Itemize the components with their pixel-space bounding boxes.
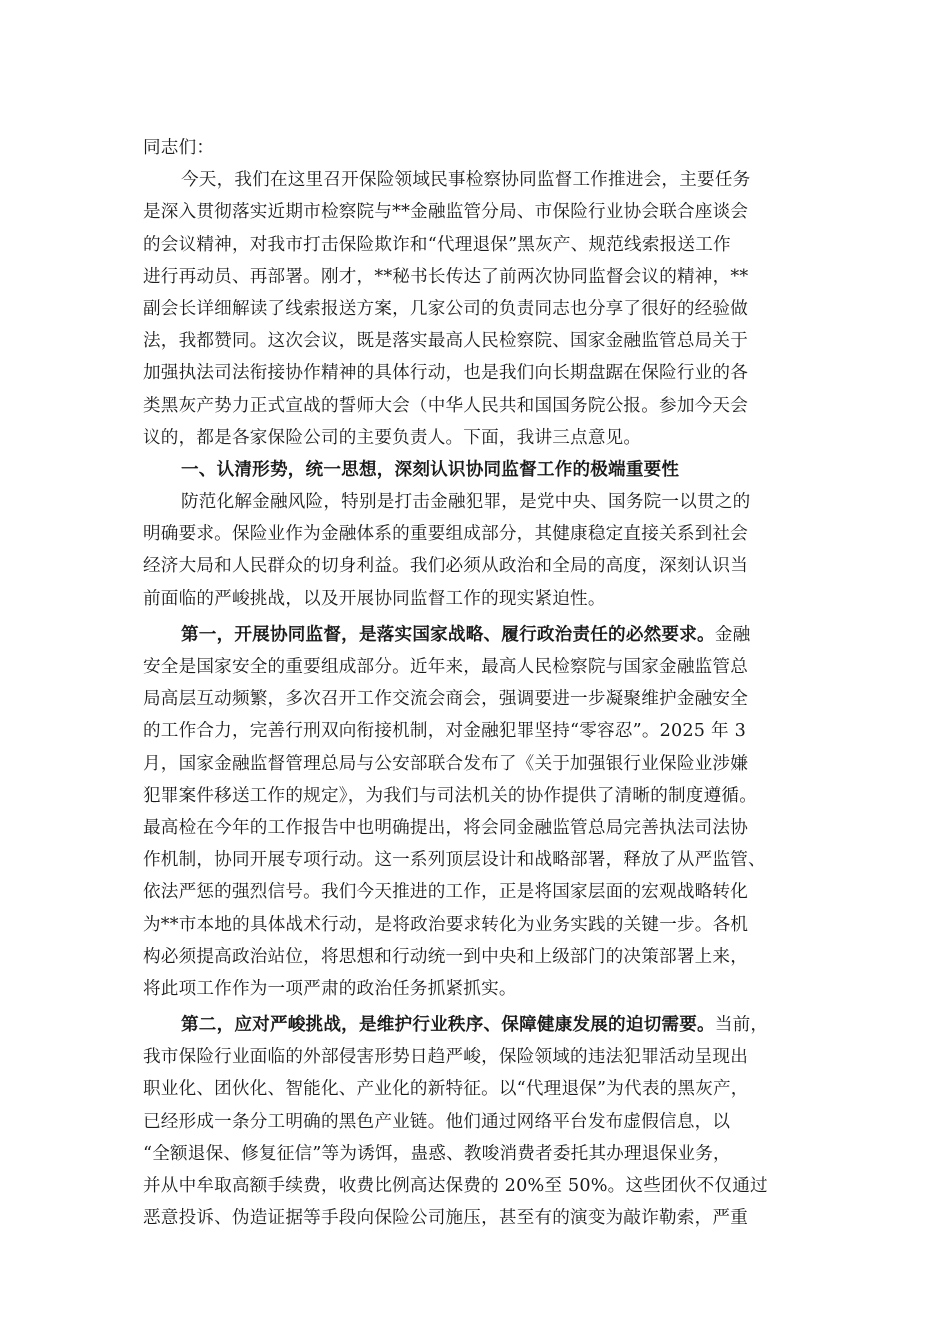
paragraph-point-one	[143, 619, 813, 1005]
point-lead-rest: 金融	[714, 624, 751, 645]
text-line: 是深入贯彻落实近期市检察院与**金融监管分局、市保险行业协会联合座谈会	[143, 202, 749, 223]
text-line: 最高检在今年的工作报告中也明确提出，将会同金融监管总局完善执法司法协	[143, 817, 748, 838]
text-line	[143, 1009, 813, 1041]
text-line: 议的，都是各家保险公司的主要负责人。下面，我讲三点意见。	[143, 427, 642, 448]
paragraph-intro	[143, 164, 813, 454]
text-line: 局高层互动频繁，多次召开工作交流会商会，强调要进一步凝聚维护金融安全	[143, 689, 748, 710]
text-line: 我市保险行业面临的外部侵害形势日趋严峻，保险领域的违法犯罪活动呈现出	[143, 1047, 748, 1068]
text-line: 并从中牟取高额手续费，收费比例高达保费的 20%至 50%。这些团伙不仅通过	[143, 1176, 768, 1196]
document-body	[143, 132, 813, 1234]
section-heading: 一、认清形势，统一思想，深刻认识协同监督工作的极端重要性	[181, 458, 680, 480]
text-line: 副会长详细解读了线索报送方案，几家公司的负责同志也分享了很好的经验做	[143, 298, 748, 319]
text-line: 构必须提高政治站位，将思想和行动统一到中央和上级部门的决策部署上来，	[143, 946, 748, 967]
text-line: 进行再动员、再部署。刚才，**秘书长传达了前两次协同监督会议的精神，**	[143, 266, 749, 287]
text-line: 明确要求。保险业作为金融体系的重要组成部分，其健康稳定直接关系到社会	[143, 524, 748, 545]
text-line: 前面临的严峻挑战，以及开展协同监督工作的现实紧迫性。	[143, 588, 606, 609]
text-line: 的工作合力，完善行刑双向衔接机制，对金融犯罪坚持“零容忍”。2025 年 3	[143, 721, 746, 742]
text-line: 经济大局和人民群众的切身利益。我们必须从政治和全局的高度，深刻认识当	[143, 556, 748, 577]
text-line: 将此项工作作为一项严肃的政治任务抓紧抓实。	[143, 978, 517, 999]
paragraph-point-two	[143, 1009, 813, 1234]
point-lead: 第二，应对严峻挑战，是维护行业秩序、保障健康发展的迫切需要。	[181, 1014, 715, 1036]
text-line: 依法严惩的强烈信号。我们今天推进的工作，正是将国家层面的宏观战略转化	[143, 882, 748, 903]
text-line: 防范化解金融风险，特别是打击金融犯罪，是党中央、国务院一以贯之的	[181, 492, 751, 513]
text-line: 恶意投诉、伪造证据等手段向保险公司施压，甚至有的演变为敲诈勒索，严重	[143, 1208, 748, 1229]
text-line: 犯罪案件移送工作的规定》，为我们与司法机关的协作提供了清晰的制度遵循。	[143, 785, 757, 806]
text-line: 安全是国家安全的重要组成部分。近年来，最高人民检察院与国家金融监管总	[143, 657, 748, 677]
text-line: 加强执法司法衔接协作精神的具体行动，也是我们向长期盘踞在保险行业的各	[143, 363, 748, 384]
text-line: 法，我都赞同。这次会议，既是落实最高人民检察院、国家金融监管总局关于	[143, 331, 748, 352]
text-line: 职业化、团伙化、智能化、产业化的新特征。以“代理退保”为代表的黑灰产，	[143, 1079, 749, 1100]
text-line: 今天，我们在这里召开保险领域民事检察协同监督工作推进会，主要任务	[181, 170, 751, 191]
text-line: “全额退保、修复征信”等为诱饵，蛊惑、教唆消费者委托其办理退保业务，	[143, 1143, 731, 1164]
text-line: 为**市本地的具体战术行动，是将政治要求转化为业务实践的关键一步。各机	[143, 914, 749, 935]
paragraph-context	[143, 486, 813, 615]
text-line: 的会议精神，对我市打击保险欺诈和“代理退保”黑灰产、规范线索报送工作	[143, 234, 731, 255]
text-line: 类黑灰产势力正式宣战的誓师大会（中华人民共和国国务院公报。参加今天会	[143, 395, 748, 416]
text-line: 月，国家金融监督管理总局与公安部联合发布了《关于加强银行业保险业涉嫌	[143, 753, 748, 774]
point-lead: 第一，开展协同监督，是落实国家战略、履行政治责任的必然要求。	[181, 623, 715, 645]
text-line: 作机制，协同开展专项行动。这一系列顶层设计和战略部署，释放了从严监管、	[143, 850, 766, 871]
text-line	[143, 619, 813, 651]
greeting: 同志们：	[143, 138, 215, 158]
point-lead-rest: 当前，	[714, 1015, 769, 1036]
text-line: 已经形成一条分工明确的黑色产业链。他们通过网络平台发布虚假信息，以	[143, 1111, 731, 1132]
